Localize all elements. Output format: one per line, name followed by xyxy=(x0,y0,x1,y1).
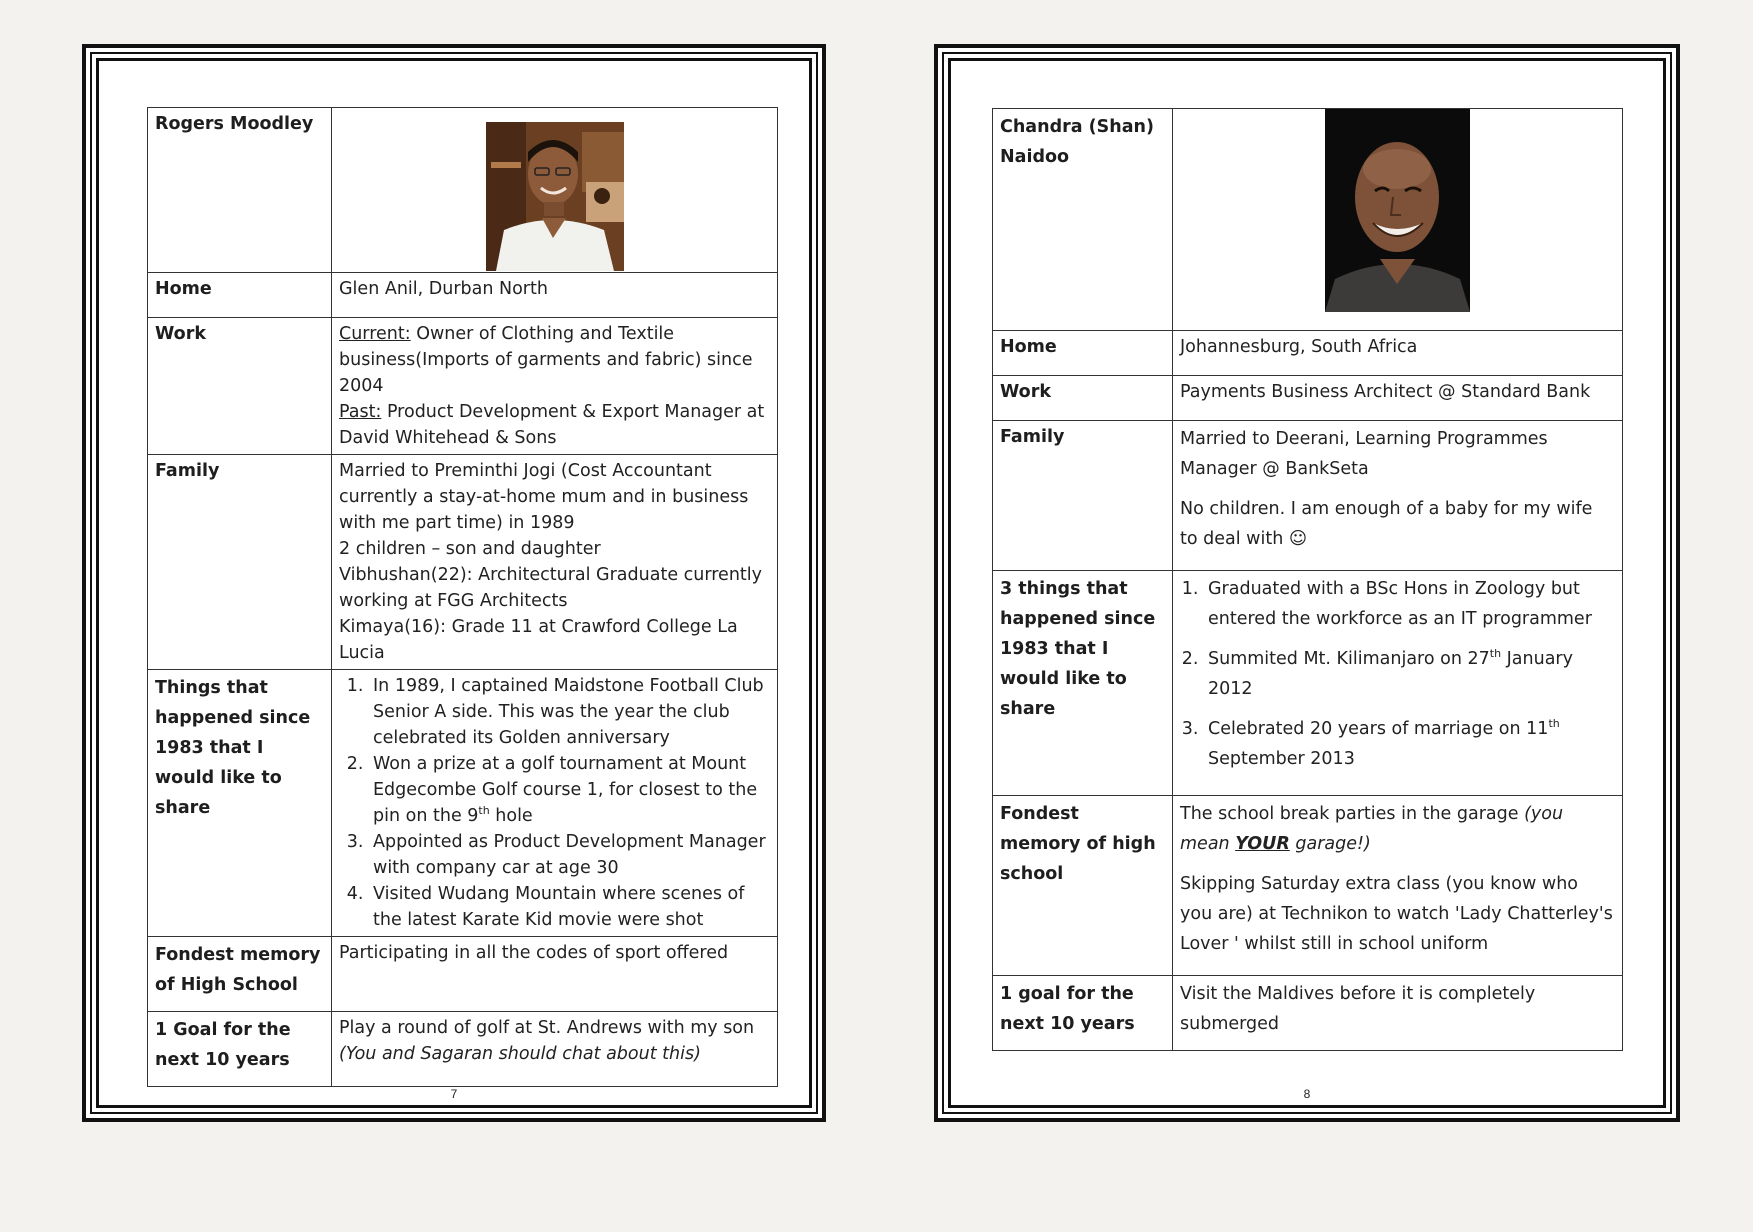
memory-label: Fondest memory of high school xyxy=(993,796,1173,976)
work-current-label: Current: xyxy=(339,324,411,344)
memory-value: Participating in all the codes of sport offered xyxy=(332,937,778,1012)
work-label: Work xyxy=(993,376,1173,421)
page-number: 7 xyxy=(450,1087,458,1101)
work-past-text: Product Development & Export Manager at David Whitehead & Sons xyxy=(339,402,765,448)
work-value: Payments Business Architect @ Standard Bank xyxy=(1173,376,1623,421)
work-value xyxy=(332,318,778,455)
home-value: Glen Anil, Durban North xyxy=(332,273,778,318)
right-page xyxy=(934,44,1680,1122)
goal-value: Visit the Maldives before it is completely submerged xyxy=(1173,976,1623,1051)
things-label: Things that happened since 1983 that I would like to share xyxy=(148,670,332,937)
goal-value: Play a round of golf at St. Andrews with my son (You and Sagaran should chat about this) xyxy=(332,1012,778,1087)
list-item: 1. In 1989, I captained Maidstone Football Club Senior A side. This was the year the club celebrated its Golden anniversary xyxy=(369,673,770,751)
family-line: 2 children – son and daughter xyxy=(339,539,601,559)
family-paragraph: No children. I am enough of a baby for my wife to deal with ☺ xyxy=(1180,499,1593,549)
family-paragraph: Married to Deerani, Learning Programmes Manager @ BankSeta xyxy=(1180,429,1548,479)
list-item: 3. Appointed as Product Development Manager with company car at age 30 xyxy=(369,829,770,881)
list-item: 1. Graduated with a BSc Hons in Zoology but entered the workforce as an IT programmer xyxy=(1204,574,1615,634)
profile-table xyxy=(147,107,778,1087)
home-label: Home xyxy=(993,331,1173,376)
list-item: 2. Summited Mt. Kilimanjaro on 27th January 2012 xyxy=(1204,644,1615,704)
profile-name: Rogers Moodley xyxy=(148,108,332,273)
work-label: Work xyxy=(148,318,332,455)
goal-label: 1 Goal for the next 10 years xyxy=(148,1012,332,1087)
memory-paragraph: Skipping Saturday extra class (you know who you are) at Technikon to watch 'Lady Chatterley's Lover ' whilst still in school uniform xyxy=(1180,874,1613,954)
family-line: Kimaya(16): Grade 11 at Crawford College La Lucia xyxy=(339,617,738,663)
family-label: Family xyxy=(993,421,1173,571)
profile-table xyxy=(992,108,1623,1051)
goal-note: (You and Sagaran should chat about this) xyxy=(339,1044,701,1064)
profile-name: Chandra (Shan) Naidoo xyxy=(993,109,1173,331)
home-value: Johannesburg, South Africa xyxy=(1173,331,1623,376)
things-list xyxy=(1173,571,1623,796)
left-page xyxy=(82,44,826,1122)
family-line: Married to Preminthi Jogi (Cost Accountant currently a stay-at-home mum and in business with me part time) in 1989 xyxy=(339,461,749,533)
page-number: 8 xyxy=(1303,1087,1311,1101)
list-item: 4. Visited Wudang Mountain where scenes of the latest Karate Kid movie were shot xyxy=(369,881,770,933)
memory-label: Fondest memory of High School xyxy=(148,937,332,1012)
family-value xyxy=(332,455,778,670)
work-past-label: Past: xyxy=(339,402,382,422)
goal-label: 1 goal for the next 10 years xyxy=(993,976,1173,1051)
memory-paragraph: The school break parties in the garage (you mean YOUR garage!) xyxy=(1180,804,1564,854)
family-label: Family xyxy=(148,455,332,670)
family-value xyxy=(1173,421,1623,571)
things-list xyxy=(332,670,778,937)
things-label: 3 things that happened since 1983 that I would like to share xyxy=(993,571,1173,796)
portrait-photo xyxy=(486,122,624,271)
portrait-photo xyxy=(1325,109,1470,312)
family-line: Vibhushan(22): Architectural Graduate currently working at FGG Architects xyxy=(339,565,762,611)
work-current-text: Owner of Clothing and Textile business(Imports of garments and fabric) since 2004 xyxy=(339,324,753,396)
home-label: Home xyxy=(148,273,332,318)
memory-value xyxy=(1173,796,1623,976)
list-item: 2. Won a prize at a golf tournament at Mount Edgecombe Golf course 1, for closest to the pin on the 9th hole xyxy=(369,751,770,829)
list-item: 3. Celebrated 20 years of marriage on 11th September 2013 xyxy=(1204,714,1615,774)
